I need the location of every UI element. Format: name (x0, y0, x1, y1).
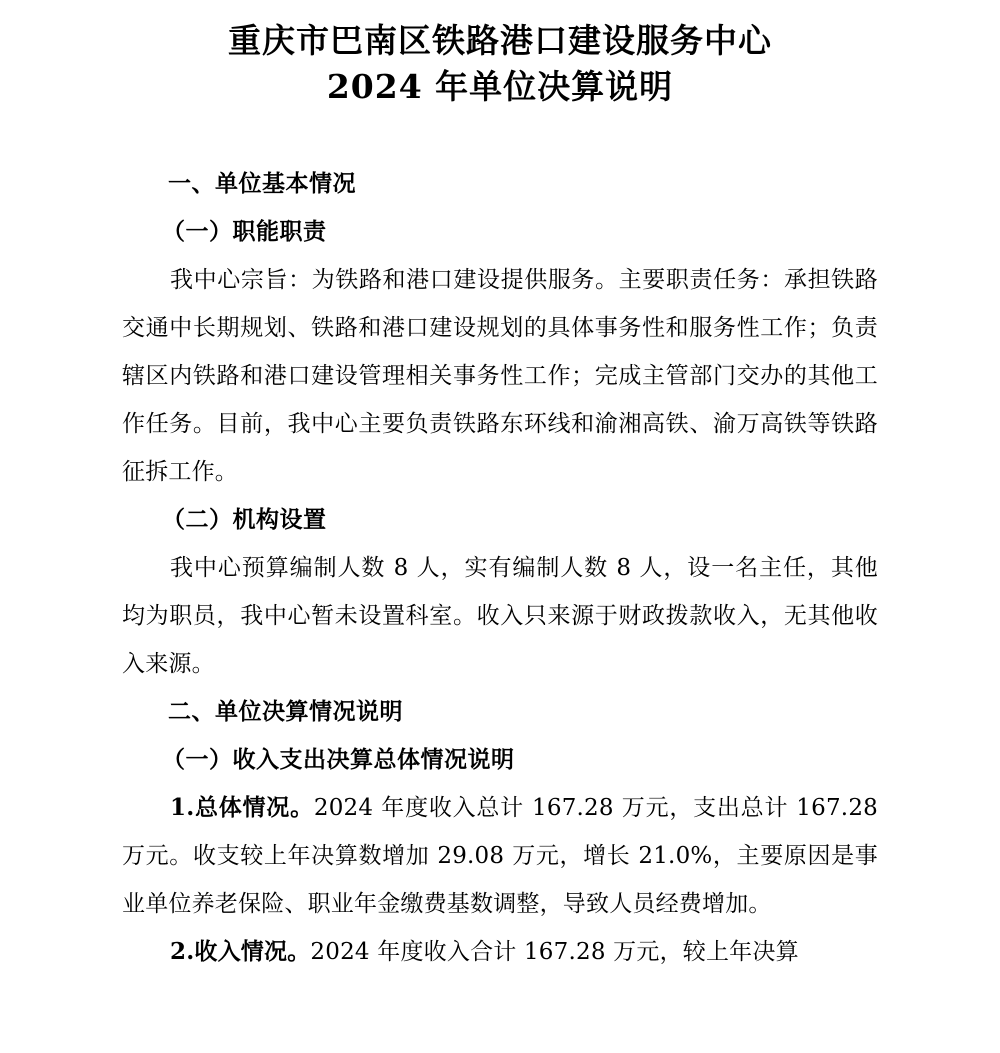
heading-settlement-info: 二、单位决算情况说明 (168, 698, 403, 725)
text-income-situation: 2024 年度收入合计 167.28 万元，较上年决算 (310, 939, 799, 965)
title-spacer (122, 110, 878, 160)
paragraph-duties: 我中心宗旨：为铁路和港口建设提供服务。主要职责任务：承担铁路交通中长期规划、铁路和港口建设规划的具体事务性和服务性工作；负责辖区内铁路和港口建设管理相关事务性工作；完成主管部门交办的其他工作任务。目前，我中心主要负责铁路东环线和渝湘高铁、渝万高铁等铁路征拆工作。 (122, 267, 878, 485)
paragraph-income-situation (122, 928, 878, 976)
title-line-1: 重庆市巴南区铁路港口建设服务中心 (228, 21, 772, 60)
heading-duties: （一）职能职责 (162, 218, 327, 245)
heading-unit-basic-info: 一、单位基本情况 (168, 170, 356, 197)
paragraph-organization: 我中心预算编制人数 8 人，实有编制人数 8 人，设一名主任，其他均为职员，我中心暂未设置科室。收入只来源于财政拨款收入，无其他收入来源。 (122, 555, 878, 677)
heading-total-revenue-expenditure: （一）收入支出决算总体情况说明 (162, 746, 515, 773)
title-line-2: 2024 年单位决算说明 (326, 67, 674, 106)
label-total-situation: 1.总体情况。 (170, 794, 314, 821)
label-income-situation: 2.收入情况。 (170, 938, 311, 965)
text-total-situation: 2024 年度收入总计 167.28 万元，支出总计 167.28 万元。收支较上年决算数增加 29.08 万元，增长 21.0%，主要原因是事业单位养老保险、职业年金缴费基数调整，导致人员经费增加。 (122, 795, 878, 917)
document-title (122, 10, 878, 110)
heading-organization: （二）机构设置 (162, 506, 327, 533)
paragraph-total-situation (122, 784, 878, 928)
